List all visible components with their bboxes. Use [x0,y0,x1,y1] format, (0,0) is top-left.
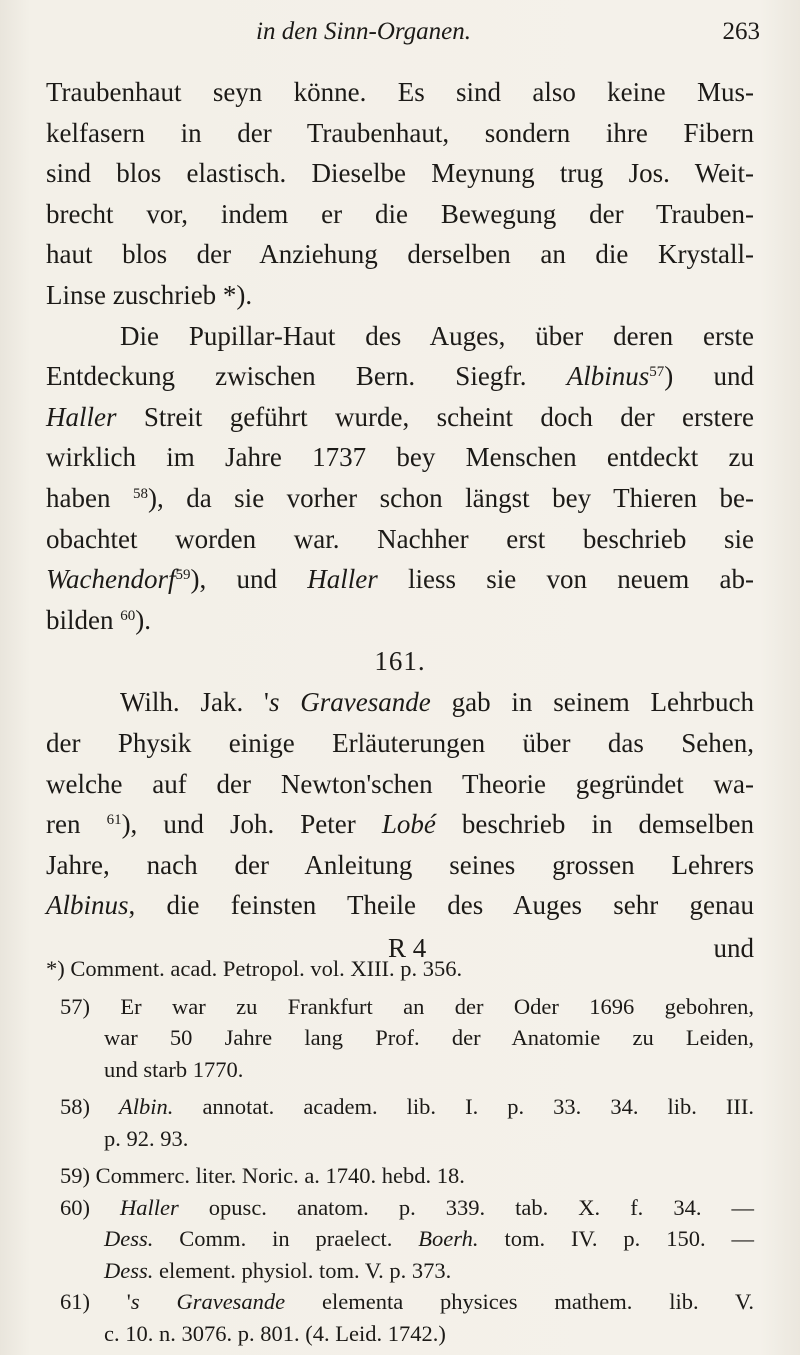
text-line: welche auf der Newton'schen Theorie gegründet wa- [46,768,754,799]
footnote: *) Comment. acad. Petropol. vol. XIII. p. 356. [46,956,463,981]
footnote-ref: 61 [106,812,122,829]
text-line: Wachendorf$^{59}$), und Haller liess sie von neuem ab- [46,564,754,595]
text-line: Linse zuschrieb *). [46,279,253,310]
footnote: 58) Albin. annotat. academ. lib. I. p. 33. 34. lib. III. p. 92. 93. [60,1094,754,1151]
author-name: s Gravesande [268,687,431,718]
text-line: Haller Streit geführt wurde, scheint doch der erstere [46,401,754,432]
footnote-ref: 60 [120,607,136,624]
text-line: brecht vor, indem er die Bewegung der Trauben- [46,198,754,229]
page-header [250,18,760,52]
text-line: haut blos der Anziehung derselben an die Krystall- [46,239,754,270]
footnote: 60) Haller opusc. anatom. p. 339. tab. X. f. 34. — Dess. Comm. in praelect. Boerh. tom. IV. p. 150. — Dess. element. physiol. tom. V. p. 373. [60,1194,755,1283]
page-number: 263 [722,18,760,45]
footnote-ref: 59 [175,567,191,584]
author-name: Wachendorf [46,564,176,595]
text-line: der Physik einige Erläuterungen über das Sehen, [46,727,754,758]
footnote: 59) Commerc. liter. Noric. a. 1740. hebd. 18. [60,1163,465,1188]
footnote-ref: 57 [649,364,665,381]
text-line: haben $^{58}$), da sie vorher schon längst bey Thieren be- [46,482,755,513]
text-line: Entdeckung zwischen Bern. Siegfr. Albinus$^{57}$) und [46,361,754,392]
section-number: 161. [374,646,426,677]
author-name: Albinus [566,361,650,392]
text-line: Wilh. Jak. 's Gravesande gab in seinem Lehrbuch [120,687,754,718]
author-name: Haller [307,564,378,595]
text-line: obachtet worden war. Nachher erst beschrieb sie [46,523,754,554]
text-line: Traubenhaut seyn könne. Es sind also keine Mus- [46,77,754,107]
text-line: Die Pupillar-Haut des Auges, über deren erste [120,320,754,351]
text-line: kelfasern in der Traubenhaut, sondern ihre Fibern [46,117,754,148]
signature-mark: R 4 [388,932,427,963]
author-name: Lobé [381,809,436,840]
text-line: bilden $^{60}$). [46,604,151,635]
text-line: sind blos elastisch. Dieselbe Meynung trug Jos. Weit- [46,158,754,189]
footnote: 57) Er war zu Frankfurt an der Oder 1696 gebohren, war 50 Jahre lang Prof. der Anatomie zu Leiden, und starb 1770. [60,993,754,1082]
footnotes [46,953,754,1349]
main-text [46,72,754,970]
catchword: und [713,932,754,963]
footnote-ref: 58 [132,485,148,502]
footnote: 61) 's Gravesande elementa physices mathem. lib. V. c. 10. n. 3076. p. 801. (4. Leid. 1742.) [60,1289,755,1346]
author-name: Albinus [46,890,129,921]
text-line: wirklich im Jahre 1737 bey Menschen entdeckt zu [46,442,754,473]
running-title: in den Sinn-Organen. [256,18,472,45]
text-line: Jahre, nach der Anleitung seines grossen Lehrers [46,849,754,880]
text-line: ren $^{61}$), und Joh. Peter Lobé beschrieb in demselben [46,809,754,840]
text-line: Albinus, die feinsten Theile des Auges sehr genau [46,890,754,921]
author-name: Haller [46,401,117,432]
